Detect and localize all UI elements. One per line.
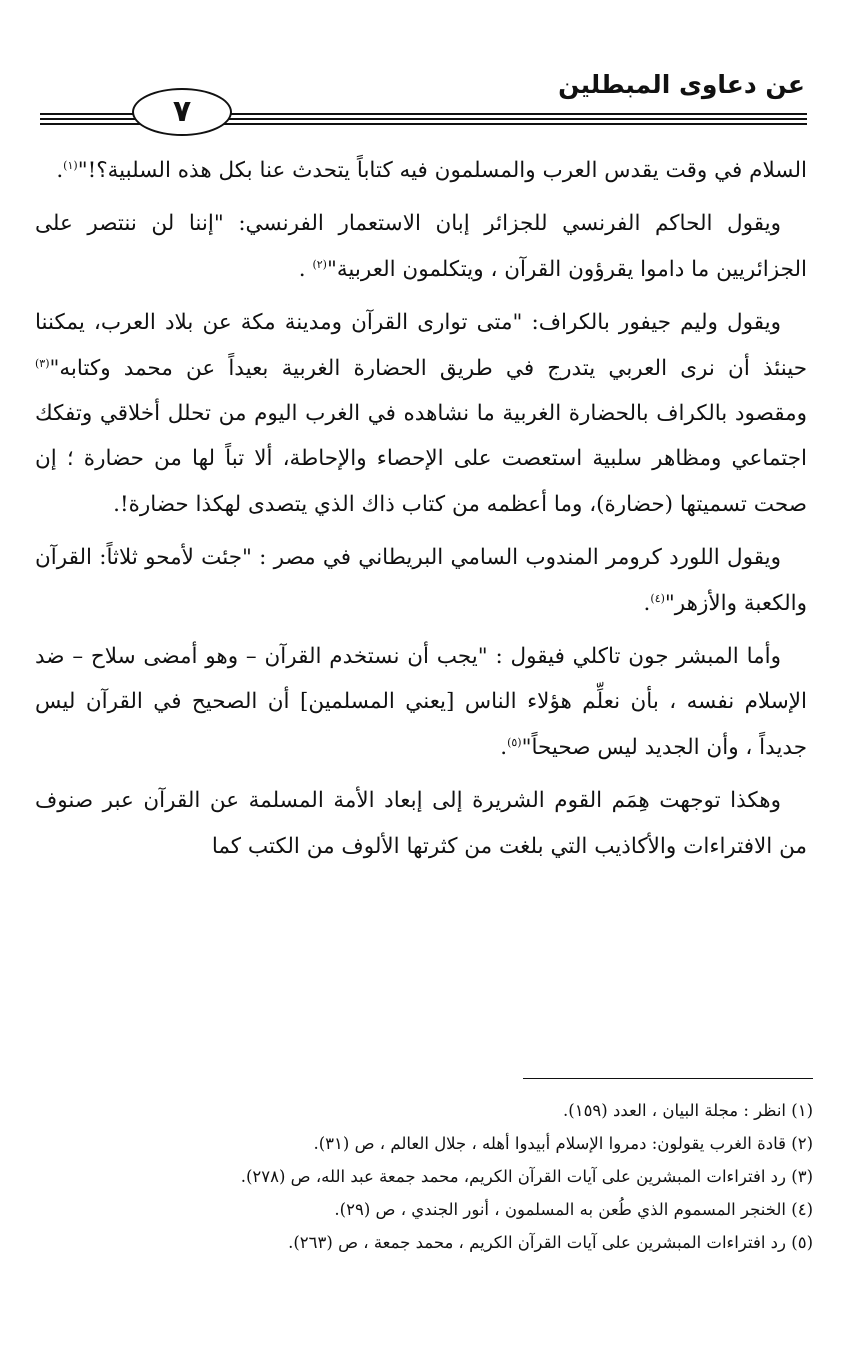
running-title: عن دعاوى المبطلين bbox=[558, 70, 805, 99]
paragraph-text: ومقصود بالكراف بالحضارة الغربية ما نشاهده في الغرب اليوم من تحلل أخلاقي وتفكك اجتماعي ومظاهر سلبية استعصت على الإحصاء والإحاطة، ألا تباً لها من حضارة ؛ إن صحت تسميتها (حضارة)، وما أعظمه من كتاب ذاك الذي يتصدى لهكذا حضارة!. bbox=[35, 401, 807, 517]
footnote-ref: (٥) bbox=[507, 735, 522, 749]
paragraph: ويقول الحاكم الفرنسي للجزائر إبان الاستعمار الفرنسي: "إننا لن ننتصر على الجزائريين ما داموا يقرؤون القرآن ، ويتكلمون العربية"$^{(٢)}$ . bbox=[35, 211, 807, 282]
paragraph bbox=[35, 778, 807, 869]
page-number: ٧ bbox=[172, 94, 192, 129]
footnote: (٢) قادة الغرب يقولون: دمروا الإسلام أبيدوا أهله ، جلال العالم ، ص (٣١). bbox=[313, 1134, 813, 1153]
footnote-ref: (٤) bbox=[650, 591, 665, 605]
page-number-badge bbox=[132, 88, 232, 136]
footnote: (٣) رد افتراءات المبشرين على آيات القرآن الكريم، محمد جمعة عبد الله، ص (٢٧٨). bbox=[240, 1167, 813, 1186]
footnote: (٤) الخنجر المسموم الذي طُعن به المسلمون ، أنور الجندي ، ص (٢٩). bbox=[334, 1200, 813, 1219]
paragraph-text: وهكذا توجهت هِمَم القوم الشريرة إلى إبعاد الأمة المسلمة عن القرآن عبر صنوف من الافتراءات والأكاذيب التي بلغت من كثرتها الألوف من الكتب كما bbox=[35, 788, 807, 859]
footnote: (٥) رد افتراءات المبشرين على آيات القرآن الكريم ، محمد جمعة ، ص (٢٦٣). bbox=[288, 1233, 813, 1252]
paragraph-text: وأما المبشر جون تاكلي فيقول : "يجب أن نستخدم القرآن – وهو أمضى سلاح – ضد الإسلام نفسه ، بأن نعلِّم هؤلاء الناس [يعني المسلمين] أن الصحيح في القرآن ليس جديداً ، وأن الجديد ليس صحيحاً" bbox=[35, 644, 807, 760]
footnotes bbox=[33, 1094, 813, 1259]
paragraph-text: ويقول اللورد كرومر المندوب السامي البريطاني في مصر : "جئت لأمحو ثلاثاً: القرآن والكعبة والأزهر" bbox=[35, 545, 807, 616]
main-text bbox=[35, 148, 807, 877]
footnote-ref: (١) bbox=[63, 158, 78, 172]
footnote-ref: (٢) bbox=[312, 257, 327, 271]
footnote-separator bbox=[523, 1078, 813, 1079]
footnote-ref: (٣) bbox=[35, 356, 50, 370]
paragraph-text: السلام في وقت يقدس العرب والمسلمون فيه كتاباً يتحدث عنا بكل هذه السلبية؟!" bbox=[77, 158, 807, 183]
paragraph-text: ويقول الحاكم الفرنسي للجزائر إبان الاستعمار الفرنسي: "إننا لن ننتصر على الجزائريين ما داموا يقرؤون القرآن ، ويتكلمون العربية" bbox=[35, 211, 807, 282]
paragraph: ويقول اللورد كرومر المندوب السامي البريطاني في مصر : "جئت لأمحو ثلاثاً: القرآن والكعبة والأزهر"$^{(٤)}$. bbox=[35, 545, 807, 616]
paragraph-text: ويقول وليم جيفور بالكراف: "متى توارى القرآن ومدينة مكة عن بلاد العرب، يمكننا حينئذ أن نرى العربي يتدرج في طريق الحضارة الغربية بعيداً عن محمد وكتابه" bbox=[35, 310, 807, 381]
paragraph: السلام في وقت يقدس العرب والمسلمون فيه كتاباً يتحدث عنا بكل هذه السلبية؟!"$^{(١)}$. bbox=[56, 158, 807, 183]
footnote: (١) انظر : مجلة البيان ، العدد (١٥٩). bbox=[563, 1101, 813, 1120]
paragraph bbox=[35, 300, 807, 527]
paragraph: وأما المبشر جون تاكلي فيقول : "يجب أن نستخدم القرآن – وهو أمضى سلاح – ضد الإسلام نفسه ، بأن نعلِّم هؤلاء الناس [يعني المسلمين] أن الصحيح في القرآن ليس جديداً ، وأن الجديد ليس صحيحاً"$^{(٥)}$. bbox=[35, 644, 807, 760]
